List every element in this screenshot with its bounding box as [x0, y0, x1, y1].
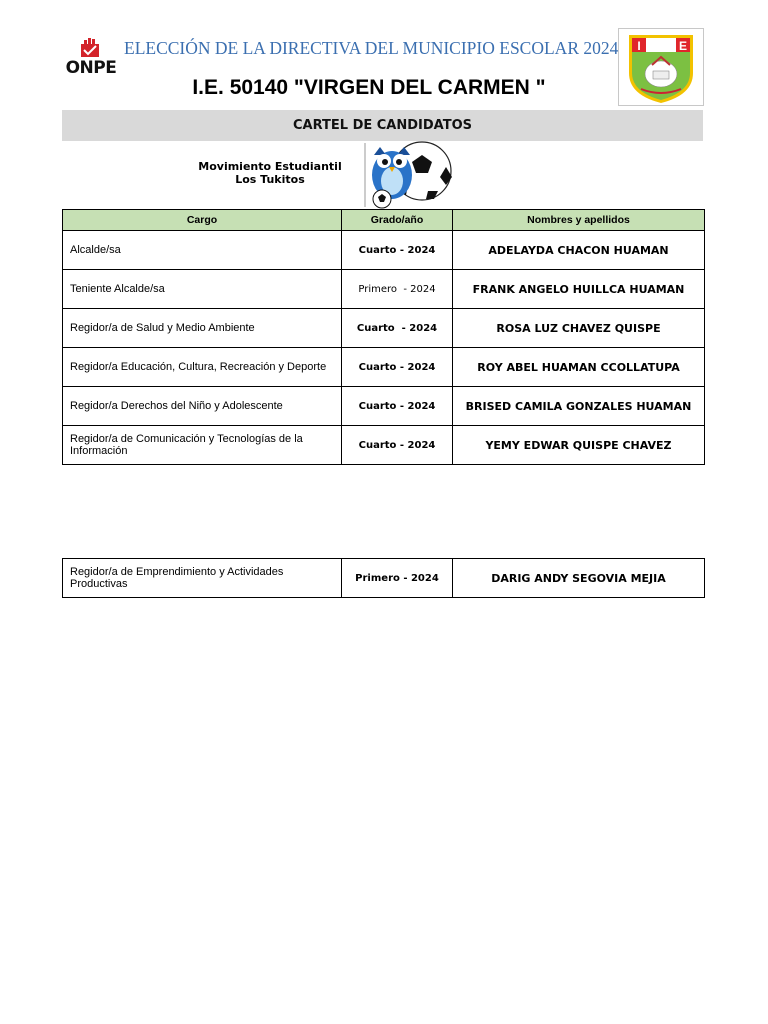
cargo-cell: Regidor/a de Emprendimiento y Actividades Productivas	[63, 559, 342, 598]
table-row	[63, 387, 705, 426]
grado-cell: Primero - 2024	[342, 559, 453, 598]
grado-cell: Cuarto - 2024	[342, 426, 453, 465]
column-header-nombres: Nombres y apellidos	[453, 210, 705, 231]
crest-shield-icon	[619, 29, 703, 105]
onpe-logo	[64, 38, 118, 78]
cargo-cell: Teniente Alcalde/sa	[63, 270, 342, 309]
cargo-cell: Regidor/a de Comunicación y Tecnologías de la Información	[63, 426, 342, 465]
grado-cell: Cuarto - 2024	[342, 231, 453, 270]
party-name-line2: Los Tukitos	[235, 173, 305, 186]
table-header-row	[63, 210, 705, 231]
school-name: I.E. 50140 "VIRGEN DEL CARMEN "	[192, 76, 546, 99]
section-banner: CARTEL DE CANDIDATOS	[62, 110, 703, 141]
cargo-cell: Alcalde/sa	[63, 231, 342, 270]
crest-letter-i: I	[637, 39, 641, 53]
crest-letter-e: E	[678, 39, 688, 53]
table-row	[63, 231, 705, 270]
nombre-cell: FRANK ANGELO HUILLCA HUAMAN	[453, 270, 705, 309]
onpe-logo-text: ONPE	[65, 58, 117, 78]
table-row	[63, 559, 705, 598]
cargo-cell: Regidor/a Educación, Cultura, Recreación y Deporte	[63, 348, 342, 387]
cargo-cell: Regidor/a Derechos del Niño y Adolescente	[63, 387, 342, 426]
grado-cell: Primero - 2024	[342, 270, 453, 309]
nombre-cell: ADELAYDA CHACON HUAMAN	[453, 231, 705, 270]
party-logo	[364, 141, 456, 209]
party-name	[190, 160, 350, 186]
column-header-cargo: Cargo	[63, 210, 342, 231]
cargo-cell: Regidor/a de Salud y Medio Ambiente	[63, 309, 342, 348]
school-crest-image	[618, 28, 704, 106]
table-row	[63, 348, 705, 387]
ballot-hand-icon	[79, 38, 101, 58]
table-row	[63, 309, 705, 348]
table-row	[63, 426, 705, 465]
column-header-grado: Grado/año	[342, 210, 453, 231]
nombre-cell: ROY ABEL HUAMAN CCOLLATUPA	[453, 348, 705, 387]
nombre-cell: DARIG ANDY SEGOVIA MEJIA	[453, 559, 705, 598]
election-title: ELECCIÓN DE LA DIRECTIVA DEL MUNICIPIO ESCOLAR 2024	[124, 38, 619, 58]
grado-cell: Cuarto - 2024	[342, 309, 453, 348]
candidates-table	[62, 209, 705, 465]
grado-cell: Cuarto - 2024	[342, 387, 453, 426]
extra-candidate-table	[62, 558, 705, 598]
owl-soccer-ball-icon	[364, 141, 456, 209]
grado-cell: Cuarto - 2024	[342, 348, 453, 387]
nombre-cell: ROSA LUZ CHAVEZ QUISPE	[453, 309, 705, 348]
table-row	[63, 270, 705, 309]
nombre-cell: BRISED CAMILA GONZALES HUAMAN	[453, 387, 705, 426]
party-name-line1: Movimiento Estudiantil	[198, 160, 342, 173]
nombre-cell: YEMY EDWAR QUISPE CHAVEZ	[453, 426, 705, 465]
